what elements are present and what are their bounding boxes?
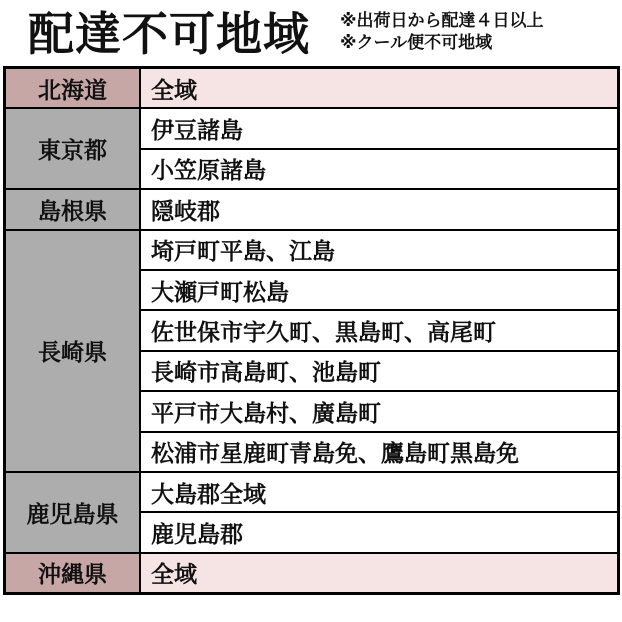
area-cell: 隠岐郡: [140, 189, 619, 229]
area-cell: 伊豆諸島: [140, 108, 619, 148]
area-cell: 長崎市高島町、池島町: [140, 351, 619, 391]
area-cell: 大島郡全域: [140, 472, 619, 512]
note-delivery-days: ※出荷日から配達４日以上: [340, 11, 544, 31]
prefecture-hokkaido: 北海道: [5, 68, 141, 109]
table-row: [5, 472, 619, 512]
notes: [340, 10, 544, 54]
prefecture-tokyo: 東京都: [5, 108, 141, 189]
prefecture-shimane: 島根県: [5, 189, 141, 229]
page-title: 配達不可地域: [28, 7, 310, 61]
prefecture-nagasaki: 長崎県: [5, 230, 141, 472]
table-row: [5, 108, 619, 148]
area-cell: 大瀬戸町松島: [140, 270, 619, 310]
table-row: [5, 189, 619, 229]
prefecture-okinawa: 沖縄県: [5, 553, 141, 594]
area-cell: 小笠原諸島: [140, 149, 619, 189]
area-cell: 全域: [140, 553, 619, 594]
area-cell: 埼戸町平島、江島: [140, 230, 619, 270]
area-cell: 松浦市星鹿町青島免、鷹島町黒島免: [140, 432, 619, 472]
area-cell: 全域: [140, 68, 619, 109]
area-cell: 鹿児島郡: [140, 512, 619, 552]
prefecture-kagoshima: 鹿児島県: [5, 472, 141, 553]
table-row: [5, 68, 619, 109]
area-cell: 佐世保市宇久町、黒島町、高尾町: [140, 310, 619, 350]
table-row: [5, 230, 619, 270]
undeliverable-area-table: [3, 66, 620, 595]
table-row: [5, 553, 619, 594]
note-cool-unavailable: ※クール便不可地域: [340, 33, 493, 53]
area-cell: 平戸市大島村、廣島町: [140, 391, 619, 431]
